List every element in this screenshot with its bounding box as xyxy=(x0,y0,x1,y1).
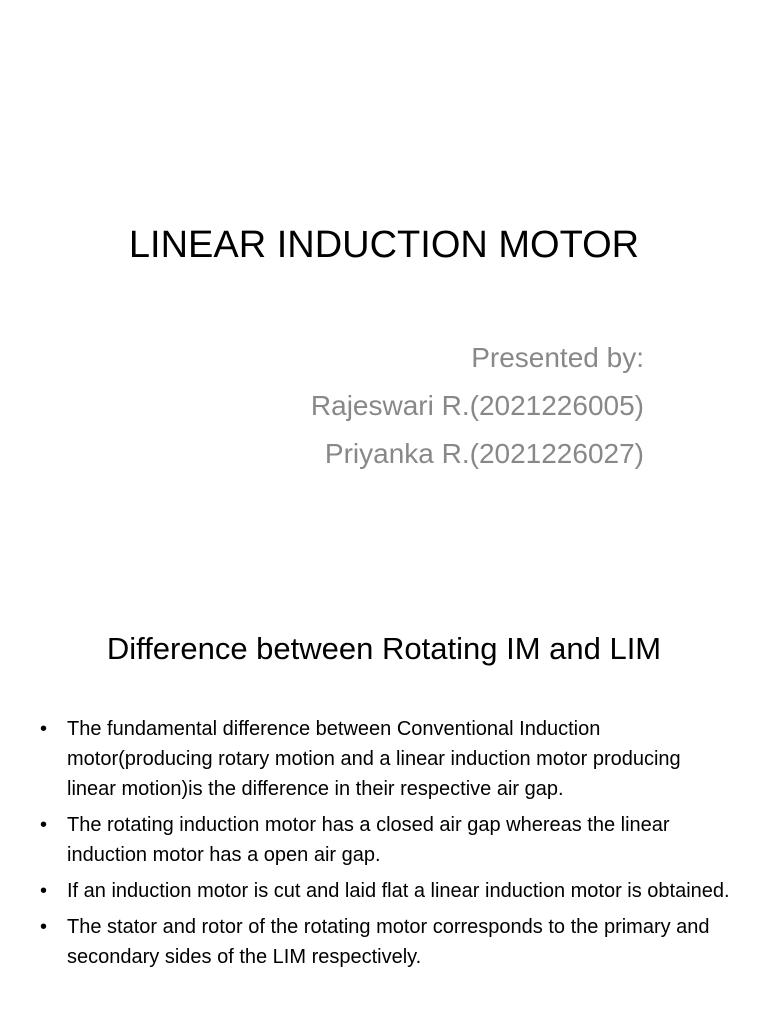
bullet-text: The rotating induction motor has a closed air gap whereas the linear induction motor has a open air gap. xyxy=(67,814,670,866)
bullet-icon: • xyxy=(40,916,48,938)
bullet-icon: • xyxy=(40,814,48,836)
slide-title: LINEAR INDUCTION MOTOR xyxy=(128,224,640,266)
bullet-icon: • xyxy=(40,718,48,740)
presenters-block xyxy=(311,334,644,478)
bullet-text: The stator and rotor of the rotating motor corresponds to the primary and secondary sides of the LIM respectively. xyxy=(67,916,710,968)
bullet-text: If an induction motor is cut and laid flat a linear induction motor is obtained. xyxy=(67,880,730,902)
presenter-name: Priyanka R.(2021226027) xyxy=(324,438,644,469)
content-slide xyxy=(0,576,768,1024)
presenter-name: Rajeswari R.(2021226005) xyxy=(310,390,644,421)
bullet-item xyxy=(40,810,730,870)
bullet-text: The fundamental difference between Conventional Induction motor(producing rotary motion and a linear induction motor producing linear motion)is the difference in their respective air gap. xyxy=(67,718,681,800)
bullet-item xyxy=(40,876,730,906)
bullet-item xyxy=(40,714,730,804)
presented-by-label: Presented by: xyxy=(471,342,644,373)
bullet-list xyxy=(40,714,730,978)
bullet-item xyxy=(40,912,730,972)
bullet-icon: • xyxy=(40,880,48,902)
slide-heading: Difference between Rotating IM and LIM xyxy=(106,631,662,666)
